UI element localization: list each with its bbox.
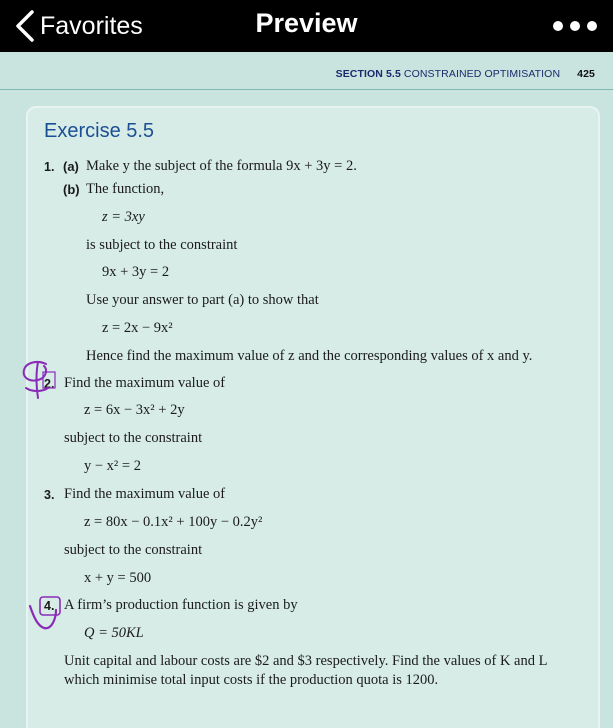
chevron-left-icon: [12, 6, 38, 46]
q1-eq-constraint: 9x + 3y = 2: [102, 264, 170, 280]
q1-part-a-text: Make y the subject of the formula 9x + 3y = 2.: [86, 158, 357, 174]
q1-part-b-text: The function,: [86, 181, 165, 197]
page-number: 425: [577, 68, 595, 80]
header-divider: [0, 89, 613, 90]
back-label: Favorites: [40, 11, 143, 40]
more-dot-icon: [587, 21, 597, 31]
q2-number: 2.: [44, 377, 55, 391]
q1-eq-show: z = 2x − 9x²: [102, 320, 173, 336]
q3-text: Find the maximum value of: [64, 486, 226, 502]
more-dot-icon: [570, 21, 580, 31]
q1-part-b-label: (b): [63, 182, 80, 197]
q4-line2: which minimise total input costs if the production quota is 1200.: [64, 672, 439, 688]
section-title: CONSTRAINED OPTIMISATION: [403, 68, 561, 80]
q4-eq: Q = 50KL: [84, 625, 144, 641]
q3-constraint-intro: subject to the constraint: [64, 542, 203, 558]
q1-hence: Hence find the maximum value of z and the corresponding values of x and y.: [86, 348, 533, 364]
q1-constraint-intro: is subject to the constraint: [86, 237, 238, 253]
q3-eq-constraint: x + y = 500: [84, 570, 152, 586]
q1-part-a-label: (a): [63, 159, 79, 174]
q2-eq: z = 6x − 3x² + 2y: [84, 402, 185, 418]
handwritten-mark-q2: [16, 358, 56, 402]
section-number: SECTION 5.5: [335, 68, 401, 80]
page-title: Preview: [255, 8, 358, 38]
back-button[interactable]: [12, 6, 143, 46]
q2-eq-constraint: y − x² = 2: [84, 458, 141, 474]
q3-eq: z = 80x − 0.1x² + 100y − 0.2y²: [84, 514, 263, 530]
q4-text: A firm’s production function is given by: [64, 597, 298, 613]
q1-use-answer: Use your answer to part (a) to show that: [86, 292, 319, 308]
q3-number: 3.: [44, 488, 55, 502]
q2-constraint-intro: subject to the constraint: [64, 430, 203, 446]
more-options-button[interactable]: [553, 16, 597, 36]
q1-number: 1.: [44, 160, 55, 174]
q1-eq-z: z = 3xy: [102, 209, 145, 225]
q2-text: Find the maximum value of: [64, 375, 226, 391]
navigation-bar: [0, 0, 613, 52]
q4-line1: Unit capital and labour costs are $2 and $3 respectively. Find the values of K and L: [64, 653, 548, 669]
q4-number: 4.: [44, 599, 55, 613]
handwritten-mark-q4: [26, 592, 66, 634]
more-dot-icon: [553, 21, 563, 31]
exercise-title: Exercise 5.5: [44, 120, 155, 142]
running-header: [336, 68, 595, 80]
